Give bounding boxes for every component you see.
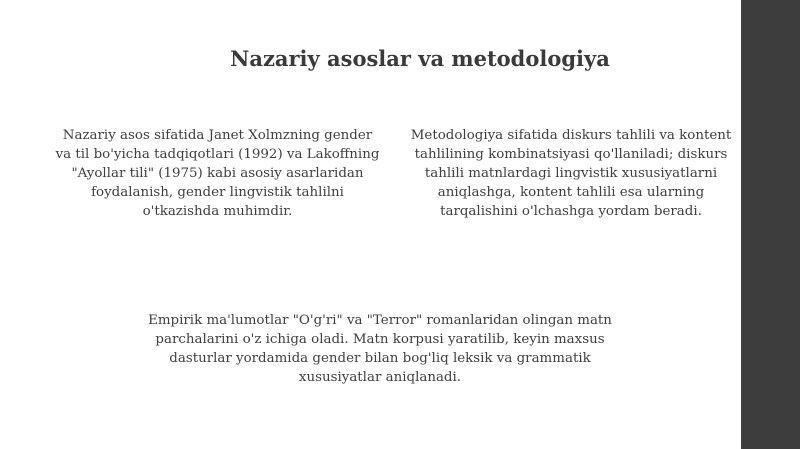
theory-paragraph: Nazariy asos sifatida Janet Xolmzning gender va til bo'yicha tadqiqotlari (1992) va Lakoffning "Ayollar tili" (1975) kabi asosiy asarlaridan foydalanish, gender lingvistik tahlilni o'tkazishda muhimdir. xyxy=(55,128,380,220)
empirical-data-paragraph: Empirik ma'lumotlar "O'g'ri" va "Terror" romanlaridan olingan matn parchalarini o'z ichiga oladi. Matn korpusi yaratilib, keyin maxsus dasturlar yordamida gender bilan bog'liq leksik va grammatik xususiyatlar aniqlanadi. xyxy=(148,313,612,386)
slide-title: Nazariy asoslar va metodologiya xyxy=(230,46,610,72)
side-bar xyxy=(741,0,800,449)
methodology-paragraph: Metodologiya sifatida diskurs tahlili va kontent tahlilining kombinatsiyasi qo'llaniladi; diskurs tahlili matnlardagi lingvistik xususiyatlarni aniqlashga, kontent tahlili esa ularning tarqalishini o'lchashga yordam beradi. xyxy=(410,128,732,220)
